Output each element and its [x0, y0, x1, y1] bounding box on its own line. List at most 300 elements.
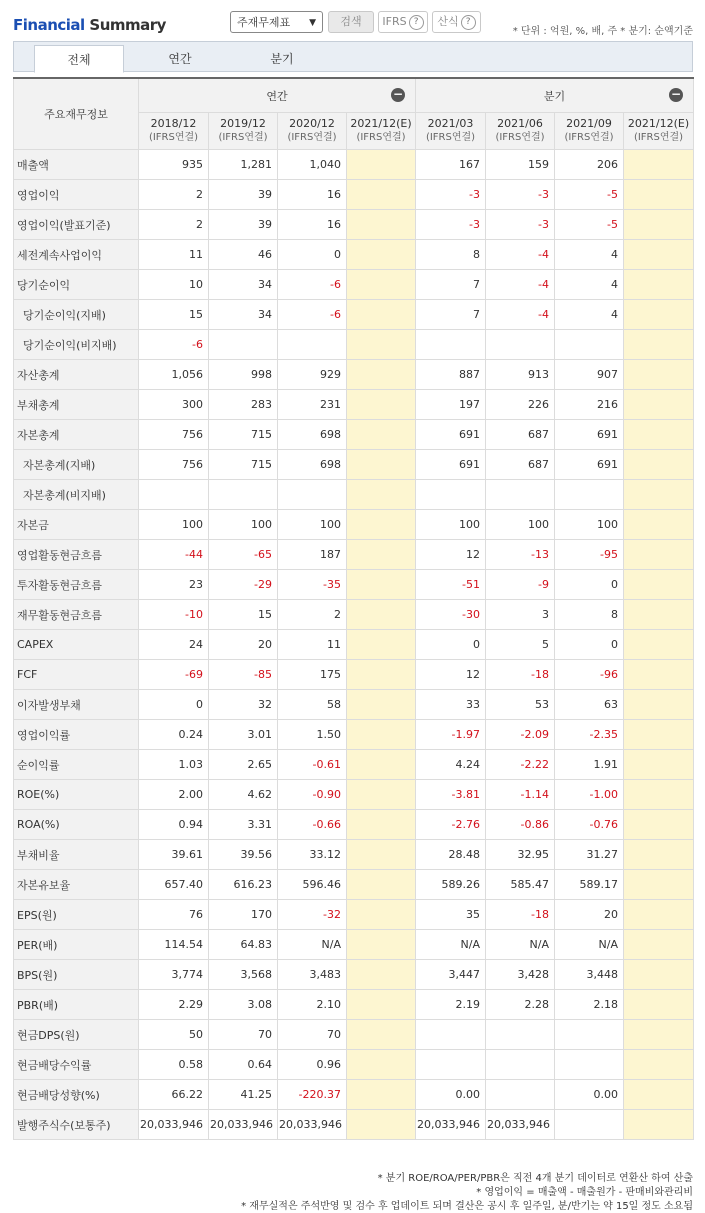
column-period: 2021/12(E)	[627, 117, 690, 130]
table-cell: -96	[555, 660, 624, 690]
table-cell: 691	[555, 450, 624, 480]
table-row	[14, 810, 694, 840]
column-period: 2018/12	[150, 117, 197, 130]
table-cell: 20,033,946	[486, 1110, 555, 1140]
table-cell: 5	[486, 630, 555, 660]
table-row	[14, 540, 694, 570]
row-label: 영업이익률	[14, 720, 139, 750]
row-label: 당기순이익	[14, 270, 139, 300]
table-cell	[347, 1020, 416, 1050]
table-cell	[624, 990, 694, 1020]
table-cell: 32.95	[486, 840, 555, 870]
column-header	[624, 113, 694, 150]
row-label: FCF	[14, 660, 139, 690]
table-cell: 687	[486, 420, 555, 450]
table-cell: 114.54	[139, 930, 209, 960]
table-cell	[555, 480, 624, 510]
table-cell: 34	[209, 270, 278, 300]
table-row	[14, 150, 694, 180]
row-label: 자본총계(지배)	[14, 450, 139, 480]
table-cell	[347, 870, 416, 900]
table-cell: 4	[555, 270, 624, 300]
table-cell	[347, 420, 416, 450]
search-button[interactable]: 검색	[328, 11, 374, 33]
table-row	[14, 300, 694, 330]
table-cell: 2	[278, 600, 347, 630]
table-cell	[278, 480, 347, 510]
table-row	[14, 870, 694, 900]
row-label: 현금배당성향(%)	[14, 1080, 139, 1110]
table-cell: 1,040	[278, 150, 347, 180]
table-cell	[624, 900, 694, 930]
table-cell: -6	[278, 300, 347, 330]
table-cell: -2.35	[555, 720, 624, 750]
table-cell	[416, 1050, 486, 1080]
table-row	[14, 1020, 694, 1050]
table-cell: 2.00	[139, 780, 209, 810]
table-cell: 23	[139, 570, 209, 600]
table-cell	[624, 1110, 694, 1140]
table-row	[14, 990, 694, 1020]
column-header	[416, 113, 486, 150]
table-cell: -0.86	[486, 810, 555, 840]
table-cell: -2.76	[416, 810, 486, 840]
column-basis: (IFRS연결)	[148, 132, 199, 143]
row-label: 자본총계	[14, 420, 139, 450]
table-cell: N/A	[278, 930, 347, 960]
table-cell: N/A	[486, 930, 555, 960]
table-cell	[555, 1050, 624, 1080]
table-cell	[347, 330, 416, 360]
table-row	[14, 1050, 694, 1080]
table-cell: 0	[416, 630, 486, 660]
table-row	[14, 270, 694, 300]
row-label: PBR(배)	[14, 990, 139, 1020]
table-cell: 46	[209, 240, 278, 270]
table-cell: -3	[416, 180, 486, 210]
table-cell: -65	[209, 540, 278, 570]
table-cell: -4	[486, 270, 555, 300]
table-cell: 1.91	[555, 750, 624, 780]
help-icon: ?	[461, 15, 476, 30]
table-cell	[624, 150, 694, 180]
table-cell: -3	[486, 180, 555, 210]
table-cell	[209, 330, 278, 360]
table-cell: 0	[555, 570, 624, 600]
table-cell: 28.48	[416, 840, 486, 870]
table-cell: 691	[416, 450, 486, 480]
table-cell	[486, 480, 555, 510]
row-label: 부채비율	[14, 840, 139, 870]
table-cell: 24	[139, 630, 209, 660]
table-cell: 16	[278, 210, 347, 240]
table-cell: 616.23	[209, 870, 278, 900]
table-cell: 39	[209, 180, 278, 210]
table-cell: 913	[486, 360, 555, 390]
table-cell	[347, 990, 416, 1020]
table-cell: 0.96	[278, 1050, 347, 1080]
table-row	[14, 630, 694, 660]
table-cell	[624, 600, 694, 630]
row-label: 당기순이익(지배)	[14, 300, 139, 330]
table-cell: 53	[486, 690, 555, 720]
table-cell: 20,033,946	[139, 1110, 209, 1140]
table-cell	[624, 780, 694, 810]
collapse-annual-icon[interactable]: −	[392, 87, 404, 101]
table-cell	[347, 1050, 416, 1080]
column-basis: (IFRS연결)	[425, 132, 476, 143]
table-cell	[624, 510, 694, 540]
column-period: 2021/03	[427, 117, 474, 130]
table-cell: -0.61	[278, 750, 347, 780]
table-cell	[486, 1080, 555, 1110]
row-label: 순이익률	[14, 750, 139, 780]
table-cell	[416, 330, 486, 360]
table-cell	[347, 810, 416, 840]
table-cell	[624, 270, 694, 300]
table-cell: 187	[278, 540, 347, 570]
table-cell: 596.46	[278, 870, 347, 900]
table-cell	[624, 420, 694, 450]
table-cell: 691	[555, 420, 624, 450]
table-cell: 1,281	[209, 150, 278, 180]
table-cell: -1.00	[555, 780, 624, 810]
table-cell: 20	[209, 630, 278, 660]
table-cell: -6	[278, 270, 347, 300]
table-cell: 197	[416, 390, 486, 420]
table-row	[14, 210, 694, 240]
table-cell: 20,033,946	[278, 1110, 347, 1140]
table-cell: 0.94	[139, 810, 209, 840]
table-cell: 2.18	[555, 990, 624, 1020]
period-tabs	[13, 41, 693, 72]
table-cell: 8	[555, 600, 624, 630]
table-cell: 2.29	[139, 990, 209, 1020]
table-cell	[624, 300, 694, 330]
table-cell: -2.09	[486, 720, 555, 750]
table-cell: 0	[555, 630, 624, 660]
table-cell: -5	[555, 210, 624, 240]
table-row	[14, 660, 694, 690]
formula-help-button[interactable]: 산식 ?	[432, 11, 481, 33]
table-cell	[347, 750, 416, 780]
table-cell	[347, 930, 416, 960]
table-cell: 715	[209, 420, 278, 450]
row-label: 자본총계(비지배)	[14, 480, 139, 510]
table-cell: 1,056	[139, 360, 209, 390]
table-cell: -3	[486, 210, 555, 240]
table-cell: -220.37	[278, 1080, 347, 1110]
table-cell: 35	[416, 900, 486, 930]
table-cell: 0	[139, 690, 209, 720]
row-label: 부채총계	[14, 390, 139, 420]
table-cell	[209, 480, 278, 510]
table-row	[14, 600, 694, 630]
table-cell: 12	[416, 540, 486, 570]
row-label: 당기순이익(비지배)	[14, 330, 139, 360]
table-cell	[624, 840, 694, 870]
table-cell	[624, 450, 694, 480]
table-cell: -51	[416, 570, 486, 600]
table-cell: 206	[555, 150, 624, 180]
table-row	[14, 360, 694, 390]
table-cell: 16	[278, 180, 347, 210]
table-row	[14, 720, 694, 750]
table-cell: 4	[555, 240, 624, 270]
table-cell: 4.24	[416, 750, 486, 780]
table-cell: 2.65	[209, 750, 278, 780]
table-cell: 589.17	[555, 870, 624, 900]
table-cell: 2	[139, 180, 209, 210]
table-cell: -32	[278, 900, 347, 930]
row-label: 자본금	[14, 510, 139, 540]
table-cell: 8	[416, 240, 486, 270]
table-cell: -30	[416, 600, 486, 630]
table-cell: 63	[555, 690, 624, 720]
table-cell: -6	[139, 330, 209, 360]
table-row	[14, 240, 694, 270]
table-row	[14, 1110, 694, 1140]
column-basis: (IFRS연결)	[495, 132, 545, 143]
table-cell: 11	[278, 630, 347, 660]
table-cell: 70	[278, 1020, 347, 1050]
table-cell	[347, 660, 416, 690]
table-cell	[624, 330, 694, 360]
table-cell: 39	[209, 210, 278, 240]
table-cell	[624, 870, 694, 900]
table-cell: 39.56	[209, 840, 278, 870]
table-cell	[347, 480, 416, 510]
table-cell	[347, 630, 416, 660]
table-row	[14, 480, 694, 510]
table-cell: -9	[486, 570, 555, 600]
tab-annual[interactable]: 연간	[168, 52, 192, 66]
table-cell	[624, 1050, 694, 1080]
table-row	[14, 930, 694, 960]
table-cell: 585.47	[486, 870, 555, 900]
table-cell: 0.58	[139, 1050, 209, 1080]
row-label: CAPEX	[14, 630, 139, 660]
row-label: 세전계속사업이익	[14, 240, 139, 270]
corner-header: 주요재무정보	[14, 78, 139, 150]
table-cell: 100	[139, 510, 209, 540]
table-cell: 34	[209, 300, 278, 330]
table-cell: 589.26	[416, 870, 486, 900]
table-cell: -2.22	[486, 750, 555, 780]
column-header	[139, 113, 209, 150]
tab-quarter[interactable]: 분기	[270, 52, 294, 66]
tab-all[interactable]: 전체	[34, 45, 124, 73]
table-cell: 2.19	[416, 990, 486, 1020]
table-cell: 20,033,946	[416, 1110, 486, 1140]
table-cell: -3.81	[416, 780, 486, 810]
table-cell	[416, 1020, 486, 1050]
table-cell	[347, 1110, 416, 1140]
table-cell: -0.66	[278, 810, 347, 840]
table-cell	[278, 330, 347, 360]
table-cell: -69	[139, 660, 209, 690]
table-cell: 2.28	[486, 990, 555, 1020]
table-cell	[347, 450, 416, 480]
collapse-quarter-icon[interactable]: −	[671, 87, 682, 101]
page-title: Financial Summary	[13, 16, 166, 34]
table-cell: 4	[555, 300, 624, 330]
table-cell: 0.24	[139, 720, 209, 750]
table-cell	[624, 240, 694, 270]
table-cell: 3,447	[416, 960, 486, 990]
table-cell: 100	[416, 510, 486, 540]
table-cell: -3	[416, 210, 486, 240]
table-cell	[347, 240, 416, 270]
table-cell	[347, 1080, 416, 1110]
table-cell: 715	[209, 450, 278, 480]
table-cell: 39.61	[139, 840, 209, 870]
table-cell	[139, 480, 209, 510]
table-cell	[624, 1020, 694, 1050]
table-cell: 10	[139, 270, 209, 300]
table-row	[14, 510, 694, 540]
table-cell: 687	[486, 450, 555, 480]
footnote-3: * 재무실적은 주석반영 및 검수 후 업데이트 되며 결산은 공시 후 일주일, 분/반기는 약 15일 정도 소요됨	[241, 1201, 693, 1212]
ifrs-help-button[interactable]: IFRS ?	[378, 11, 428, 33]
table-cell: 20	[555, 900, 624, 930]
table-cell: 935	[139, 150, 209, 180]
table-cell	[624, 570, 694, 600]
quarter-group-header: 분기 −	[416, 78, 694, 113]
table-cell	[347, 600, 416, 630]
row-label: 자본유보율	[14, 870, 139, 900]
table-cell	[624, 630, 694, 660]
table-cell	[347, 390, 416, 420]
table-cell	[347, 540, 416, 570]
table-cell: 907	[555, 360, 624, 390]
table-cell: 64.83	[209, 930, 278, 960]
table-cell: 3,568	[209, 960, 278, 990]
table-cell	[347, 180, 416, 210]
table-cell	[624, 690, 694, 720]
table-cell: 2	[139, 210, 209, 240]
table-cell: 216	[555, 390, 624, 420]
table-cell: 698	[278, 420, 347, 450]
column-header	[347, 113, 416, 150]
row-label: 영업이익(발표기준)	[14, 210, 139, 240]
column-basis: (IFRS연결)	[287, 132, 337, 143]
row-label: 영업활동현금흐름	[14, 540, 139, 570]
table-cell: 167	[416, 150, 486, 180]
table-cell: 100	[209, 510, 278, 540]
row-label: 영업이익	[14, 180, 139, 210]
annual-group-header: 연간 −	[139, 78, 416, 113]
table-cell: -0.76	[555, 810, 624, 840]
row-label: BPS(원)	[14, 960, 139, 990]
row-label: 발행주식수(보통주)	[14, 1110, 139, 1140]
unit-note: * 단위 : 억원, %, 배, 주 * 분기: 순액기준	[512, 26, 693, 37]
table-cell: 7	[416, 300, 486, 330]
table-cell: 0.00	[416, 1080, 486, 1110]
table-cell: -44	[139, 540, 209, 570]
footnote-1: * 분기 ROE/ROA/PER/PBR은 직전 4개 분기 데이터로 연환산 하여 산출	[377, 1173, 693, 1184]
table-cell	[347, 270, 416, 300]
table-cell	[624, 720, 694, 750]
table-cell: 3.01	[209, 720, 278, 750]
table-row	[14, 450, 694, 480]
table-cell: 300	[139, 390, 209, 420]
table-cell: 32	[209, 690, 278, 720]
table-cell	[347, 900, 416, 930]
table-cell	[624, 180, 694, 210]
table-cell: 4.62	[209, 780, 278, 810]
table-row	[14, 180, 694, 210]
column-period: 2021/12(E)	[350, 117, 412, 130]
table-cell: -35	[278, 570, 347, 600]
table-cell: 3.08	[209, 990, 278, 1020]
column-basis: (IFRS연결)	[633, 132, 684, 143]
table-cell: -5	[555, 180, 624, 210]
table-cell	[347, 690, 416, 720]
column-period: 2020/12	[289, 117, 335, 130]
column-period: 2019/12	[220, 117, 266, 130]
table-cell	[416, 480, 486, 510]
table-cell: -18	[486, 900, 555, 930]
table-cell: 657.40	[139, 870, 209, 900]
table-cell: 76	[139, 900, 209, 930]
table-cell	[624, 960, 694, 990]
table-cell: 50	[139, 1020, 209, 1050]
table-cell	[347, 510, 416, 540]
table-cell	[624, 930, 694, 960]
table-cell	[624, 480, 694, 510]
table-cell: -1.14	[486, 780, 555, 810]
row-label: 현금DPS(원)	[14, 1020, 139, 1050]
table-row	[14, 390, 694, 420]
table-cell: -4	[486, 300, 555, 330]
table-cell: 3,448	[555, 960, 624, 990]
header-bar	[0, 0, 705, 40]
table-cell	[624, 750, 694, 780]
table-cell	[555, 1110, 624, 1140]
table-cell: -10	[139, 600, 209, 630]
table-cell: -13	[486, 540, 555, 570]
column-basis: (IFRS연결)	[218, 132, 268, 143]
table-row	[14, 840, 694, 870]
table-cell	[347, 720, 416, 750]
column-period: 2021/06	[497, 117, 543, 130]
table-row	[14, 330, 694, 360]
table-cell: 7	[416, 270, 486, 300]
row-label: 현금배당수익률	[14, 1050, 139, 1080]
report-type-select[interactable]: 주재무제표 ▼	[230, 11, 323, 33]
table-cell: -4	[486, 240, 555, 270]
table-cell	[624, 360, 694, 390]
table-cell	[624, 540, 694, 570]
table-cell: 33.12	[278, 840, 347, 870]
table-cell: 58	[278, 690, 347, 720]
table-cell: 70	[209, 1020, 278, 1050]
table-cell: 3,483	[278, 960, 347, 990]
table-cell: 2.10	[278, 990, 347, 1020]
column-header	[486, 113, 555, 150]
column-header	[555, 113, 624, 150]
row-label: 투자활동현금흐름	[14, 570, 139, 600]
table-cell: 170	[209, 900, 278, 930]
column-basis: (IFRS연결)	[356, 132, 406, 143]
table-cell: 691	[416, 420, 486, 450]
table-cell: 0	[278, 240, 347, 270]
column-header	[209, 113, 278, 150]
table-cell: 929	[278, 360, 347, 390]
table-cell: 998	[209, 360, 278, 390]
table-cell: 756	[139, 450, 209, 480]
